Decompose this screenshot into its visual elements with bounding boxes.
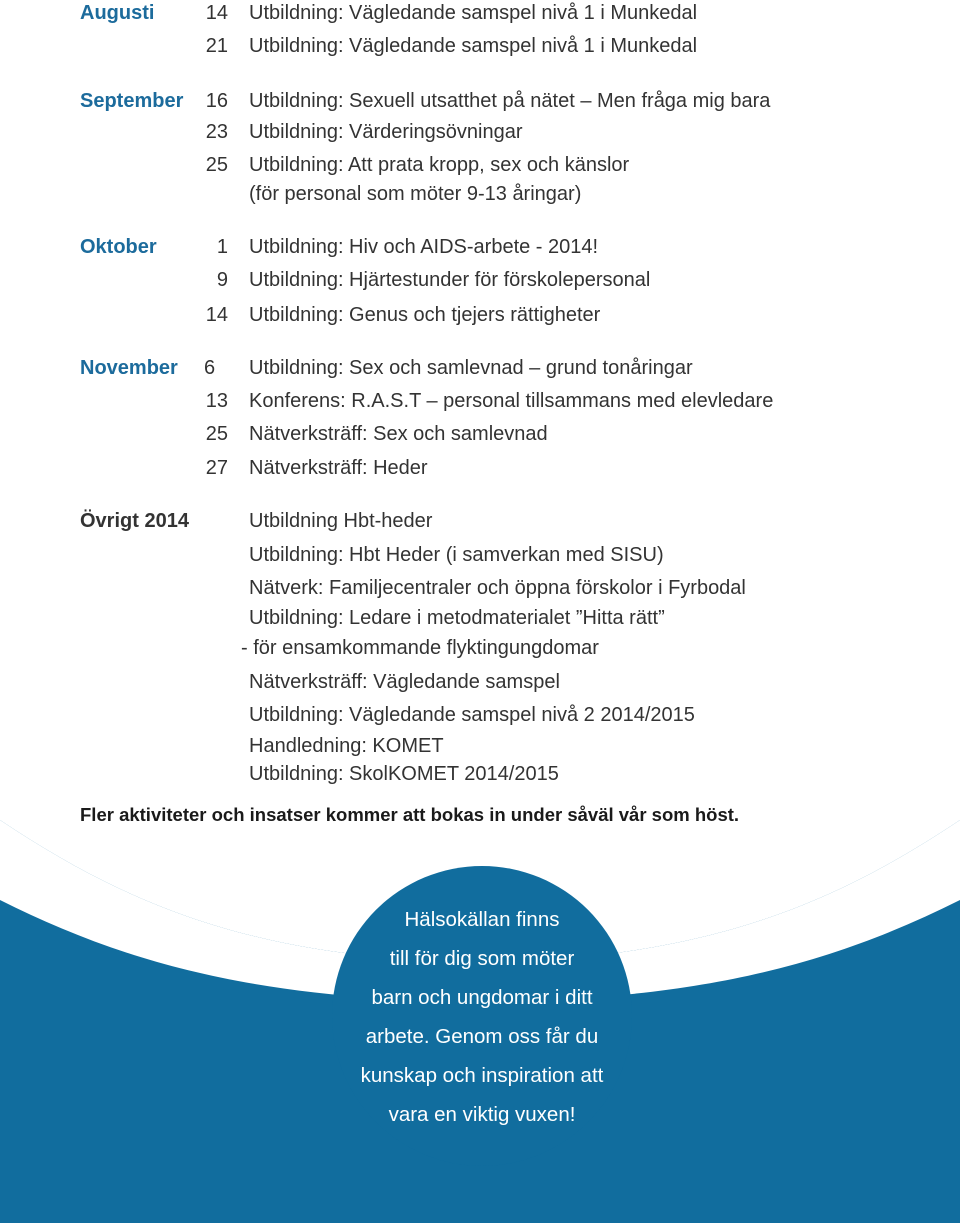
day-number: 9	[216, 269, 228, 291]
month-label: Oktober	[80, 236, 157, 258]
day-number: 25	[205, 423, 228, 445]
day-number: 27	[205, 457, 228, 479]
month-label: Augusti	[80, 2, 155, 24]
info-bubble-text	[332, 900, 632, 1134]
event-text: Utbildning: Sexuell utsatthet på nätet – Men fråga mig bara	[249, 90, 771, 112]
day-number: 21	[205, 35, 228, 57]
bubble-line: vara en viktig vuxen!	[388, 1103, 576, 1126]
day-number: 16	[205, 90, 228, 112]
day-number: 13	[205, 390, 228, 412]
bubble-line: arbete. Genom oss får du	[365, 1025, 599, 1048]
event-text: Nätverksträff: Sex och samlevnad	[249, 423, 548, 445]
day-number: 6	[204, 357, 216, 379]
event-text: Utbildning: Att prata kropp, sex och känslor	[249, 154, 630, 176]
event-text: Utbildning: Vägledande samspel nivå 1 i Munkedal	[249, 35, 698, 57]
other-item: Nätverksträff: Vägledande samspel	[249, 671, 560, 693]
bubble-line: till för dig som möter	[389, 947, 575, 970]
other-item: Utbildning: Ledare i metodmaterialet ”Hitta rätt”	[249, 607, 665, 629]
other-item: - för ensamkommande flyktingungdomar	[241, 637, 599, 659]
day-number: 14	[205, 304, 228, 326]
other-item: Utbildning: SkolKOMET 2014/2015	[249, 763, 559, 785]
month-label: September	[80, 90, 184, 112]
event-text: Utbildning: Sex och samlevnad – grund tonåringar	[249, 357, 693, 379]
other-item: Utbildning: Vägledande samspel nivå 2 2014/2015	[249, 704, 695, 726]
event-text: Utbildning: Hiv och AIDS-arbete - 2014!	[249, 236, 599, 258]
day-number: 25	[205, 154, 228, 176]
other-label: Övrigt 2014	[80, 510, 189, 532]
bubble-line: barn och ungdomar i ditt	[371, 986, 593, 1009]
event-text: Konferens: R.A.S.T – personal tillsammans med elevledare	[249, 390, 774, 412]
event-text: Utbildning: Hjärtestunder för förskolepersonal	[249, 269, 651, 291]
bubble-line: Hälsokällan finns	[404, 908, 560, 931]
event-text: Nätverksträff: Heder	[249, 457, 428, 479]
other-item: Handledning: KOMET	[249, 735, 444, 757]
event-text: Utbildning: Genus och tjejers rättigheter	[249, 304, 601, 326]
day-number: 14	[205, 2, 228, 24]
other-item: Utbildning Hbt-heder	[249, 510, 433, 532]
bubble-line: kunskap och inspiration att	[360, 1064, 604, 1087]
event-text: (för personal som möter 9-13 åringar)	[249, 183, 582, 205]
footnote: Fler aktiviteter och insatser kommer att bokas in under såväl vår som höst.	[80, 804, 740, 825]
day-number: 1	[216, 236, 228, 258]
month-label: November	[80, 357, 178, 379]
other-item: Utbildning: Hbt Heder (i samverkan med SISU)	[249, 544, 664, 566]
day-number: 23	[205, 121, 228, 143]
event-text: Utbildning: Värderingsövningar	[249, 121, 523, 143]
event-text: Utbildning: Vägledande samspel nivå 1 i Munkedal	[249, 2, 698, 24]
other-item: Nätverk: Familjecentraler och öppna förskolor i Fyrbodal	[249, 577, 746, 599]
